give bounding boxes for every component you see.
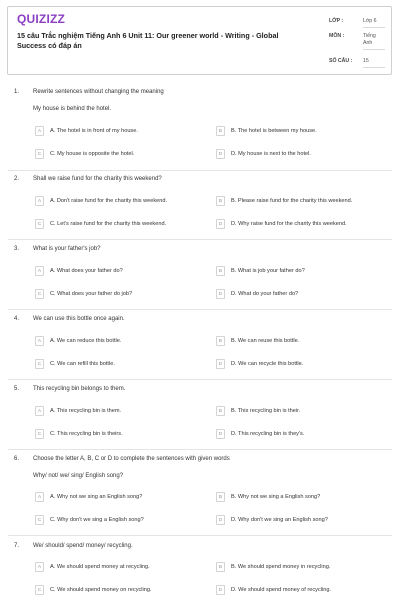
option-text: D. This recycling bin is they's. [231,431,305,437]
option-letter-box: B [216,492,225,502]
option-letter-box: D [216,585,225,595]
question-text: We/ should/ spend/ money/ recycling. [33,543,133,549]
option-d[interactable] [216,514,386,526]
option-text: B. Please raise fund for the charity this weekend. [231,198,353,204]
option-text: A. The hotel is in front of my house. [50,128,138,134]
option-a[interactable] [35,561,205,573]
option-text: C. Let's raise fund for the charity this weekend. [50,221,167,227]
option-c[interactable] [35,428,205,440]
option-letter-box: B [216,196,225,206]
subject-label: MÔN : [329,33,345,39]
question-count-label: SỐ CÂU : [329,58,353,64]
option-b[interactable] [216,491,386,503]
option-text: C. We can refill this bottle. [50,361,115,367]
option-text: D. We should spend money of recycling. [231,587,332,593]
option-d[interactable] [216,288,386,300]
option-text: A. This recycling bin is them. [50,408,122,414]
option-b[interactable] [216,265,386,277]
question-number: 1. [14,89,20,95]
option-d[interactable] [216,428,386,440]
option-letter-box: C [35,429,44,439]
option-letter-box: D [216,219,225,229]
option-a[interactable] [35,335,205,347]
option-text: D. Why raise fund for the charity this weekend. [231,221,347,227]
option-text: A. What does your father do? [50,268,123,274]
question-number: 5. [14,386,20,392]
option-text: D. My house is next to the hotel. [231,151,311,157]
question-count-value: 15 [363,58,385,68]
question-text: Shall we raise fund for the charity this weekend? [33,176,162,182]
option-letter-box: B [216,562,225,572]
option-text: C. What does your father do job? [50,291,133,297]
worksheet-title: 15 câu Trắc nghiệm Tiếng Anh 6 Unit 11: Our greener world - Writing - Global Success có đáp án [17,31,279,50]
option-letter-box: C [35,515,44,525]
option-letter-box: B [216,406,225,416]
option-c[interactable] [35,584,205,596]
question-number: 4. [14,316,20,322]
subject-value: Tiếng Anh [363,33,385,50]
option-b[interactable] [216,335,386,347]
option-a[interactable] [35,265,205,277]
worksheet-header [7,6,392,75]
question-number: 6. [14,456,20,462]
option-c[interactable] [35,358,205,370]
option-text: B. We can reuse this bottle. [231,338,300,344]
option-letter-box: C [35,219,44,229]
option-a[interactable] [35,125,205,137]
question-number: 7. [14,543,20,549]
option-letter-box: D [216,359,225,369]
option-text: A. We can reduce this bottle. [50,338,122,344]
option-letter-box: D [216,289,225,299]
option-letter-box: C [35,585,44,595]
option-b[interactable] [216,561,386,573]
option-text: D. We can recycle this bottle. [231,361,304,367]
divider [8,170,392,171]
option-d[interactable] [216,584,386,596]
option-letter-box: B [216,336,225,346]
option-letter-box: B [216,266,225,276]
option-letter-box: A [35,406,44,416]
option-text: B. What is job your father do? [231,268,305,274]
option-b[interactable] [216,405,386,417]
option-letter-box: A [35,196,44,206]
option-d[interactable] [216,148,386,160]
option-letter-box: B [216,126,225,136]
option-text: C. We should spend money on recycling. [50,587,152,593]
divider [8,449,392,450]
class-label: LỚP : [329,18,344,24]
option-d[interactable] [216,218,386,230]
option-text: D. What do your father do? [231,291,299,297]
option-text: C. This recycling bin is theirs. [50,431,123,437]
option-text: A. Why not we sing an English song? [50,494,143,500]
option-text: B. This recycling bin is their. [231,408,301,414]
quizizz-logo: QUIZIZZ [17,12,66,26]
question-number: 2. [14,176,20,182]
option-d[interactable] [216,358,386,370]
question-sentence: My house is behind the hotel. [33,106,112,112]
option-b[interactable] [216,195,386,207]
question-text: Rewrite sentences without changing the meaning [33,89,164,95]
question-text: We can use this bottle once again. [33,316,125,322]
option-a[interactable] [35,405,205,417]
option-c[interactable] [35,514,205,526]
question-sentence: Why/ not/ we/ sing/ English song? [33,473,124,479]
option-letter-box: C [35,289,44,299]
option-letter-box: A [35,126,44,136]
divider [8,239,392,240]
question-text: Choose the letter A, B, C or D to complete the sentences with given words [33,456,230,462]
option-letter-box: A [35,336,44,346]
option-text: B. We should spend money in recycling. [231,564,331,570]
option-c[interactable] [35,218,205,230]
option-text: B. The hotel is between my house. [231,128,317,134]
option-b[interactable] [216,125,386,137]
question-number: 3. [14,246,20,252]
option-text: C. My house is opposite the hotel. [50,151,135,157]
option-letter-box: D [216,429,225,439]
option-letter-box: C [35,359,44,369]
option-text: A. We should spend money at recycling. [50,564,150,570]
option-c[interactable] [35,148,205,160]
option-text: D. Why don't we sing an English song? [231,517,328,523]
divider [8,535,392,536]
option-letter-box: D [216,149,225,159]
option-letter-box: C [35,149,44,159]
question-text: What is your father's job? [33,246,101,252]
option-letter-box: A [35,266,44,276]
option-letter-box: D [216,515,225,525]
option-text: B. Why not we sing a English song? [231,494,321,500]
option-letter-box: A [35,492,44,502]
class-value: Lớp 6 [363,18,385,28]
option-a[interactable] [35,195,205,207]
divider [8,379,392,380]
option-text: C. Why don't we sing a English song? [50,517,144,523]
option-a[interactable] [35,491,205,503]
question-text: This recycling bin belongs to them. [33,386,126,392]
option-text: A. Don't raise fund for the charity this weekend. [50,198,168,204]
divider [8,309,392,310]
option-letter-box: A [35,562,44,572]
option-c[interactable] [35,288,205,300]
